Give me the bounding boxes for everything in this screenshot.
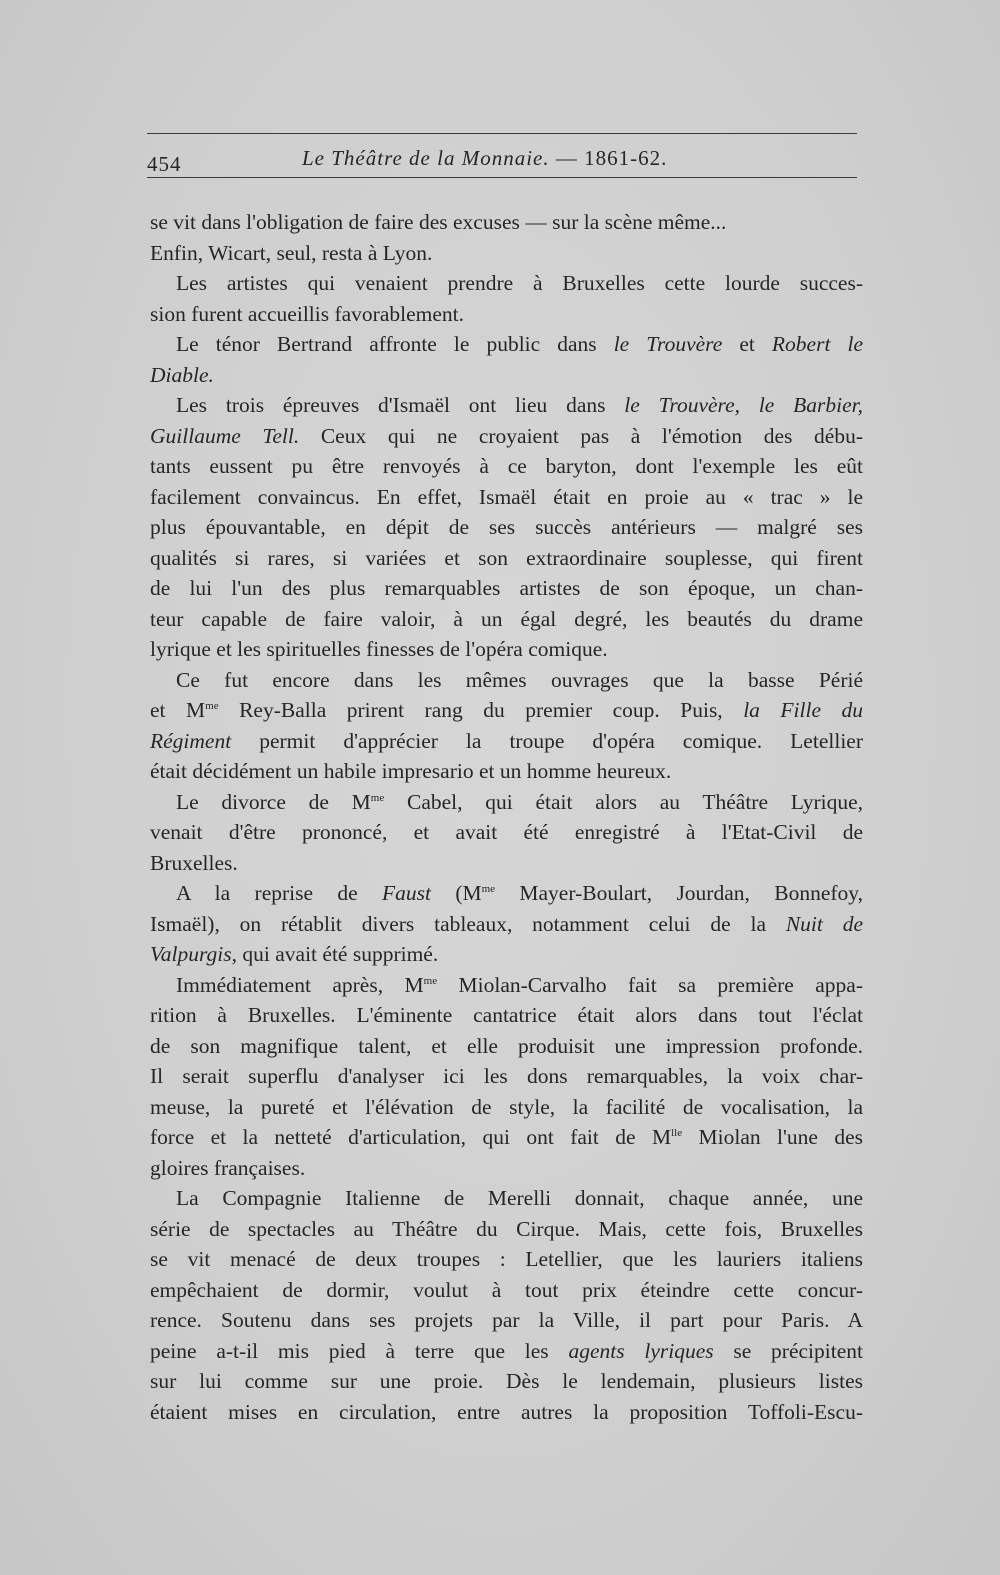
- text-line: sur lui comme sur une proie. Dès le lendemain, plusieurs listes: [150, 1369, 863, 1393]
- text-line: de lui l'un des plus remarquables artistes de son époque, un chan-: [150, 576, 863, 600]
- text-line: Régiment permit d'apprécier la troupe d'opéra comique. Letellier: [150, 728, 863, 753]
- text-line: gloires françaises.: [150, 1155, 306, 1180]
- text-line: force et la netteté d'articulation, qui ont fait de $M^{lle}$ Miolan l'une des: [150, 1125, 863, 1149]
- text-line: Ce fut encore dans les mêmes ouvrages que la basse Périé: [176, 667, 863, 692]
- text-line: Immédiatement après, $M^{me}$ Miolan-Carvalho fait sa première appa-: [176, 972, 863, 997]
- text-line: Diable.: [150, 362, 214, 387]
- running-header: [147, 146, 857, 176]
- text-line: La Compagnie Italienne de Merelli donnait, chaque année, une: [176, 1186, 863, 1210]
- text-line: était décidément un habile impresario et un homme heureux.: [150, 759, 672, 783]
- text-line: Le divorce de $M^{me}$ Cabel, qui était alors au Théâtre Lyrique,: [176, 789, 863, 814]
- text-line: de son magnifique talent, et elle produisit une impression profonde.: [150, 1033, 863, 1058]
- text-line: empêchaient de dormir, voulut à tout prix éteindre cette concur-: [150, 1277, 863, 1302]
- text-line: facilement convaincus. En effet, Ismaël était en proie au « trac » le: [150, 484, 863, 509]
- book-title: Le Théâtre de la Monnaie.: [302, 146, 550, 170]
- text-line: Les trois épreuves d'Ismaël ont lieu dans le Trouvère, le Barbier,: [176, 393, 863, 417]
- text-line: Les artistes qui venaient prendre à Bruxelles cette lourde succes-: [176, 271, 863, 295]
- text-line: se vit menacé de deux troupes : Letellier, que les lauriers italiens: [150, 1247, 863, 1271]
- text-line: meuse, la pureté et l'élévation de style, la facilité de vocalisation, la: [150, 1094, 863, 1119]
- text-line: qualités si rares, si variées et son extraordinaire souplesse, qui firent: [150, 545, 863, 570]
- body-text: [150, 207, 863, 1427]
- text-line: rence. Soutenu dans ses projets par la Ville, il part pour Paris. A: [150, 1308, 863, 1332]
- text-line: Il serait superflu d'analyser ici les dons remarquables, la voix char-: [150, 1064, 863, 1088]
- text-line: rition à Bruxelles. L'éminente cantatrice était alors dans tout l'éclat: [150, 1003, 863, 1027]
- running-title: [302, 146, 667, 171]
- text-line: et $M^{me}$ Rey-Balla prirent rang du premier coup. Puis, la Fille du: [150, 698, 863, 722]
- season-years: 1861-62.: [584, 146, 668, 170]
- text-line: se vit dans l'obligation de faire des excuses — sur la scène même...: [150, 210, 727, 234]
- text-line: Enfin, Wicart, seul, resta à Lyon.: [150, 240, 433, 265]
- text-line: teur capable de faire valoir, à un égal degré, les beautés du drame: [150, 606, 863, 631]
- text-line: A la reprise de Faust ($M^{me}$ Mayer-Boulart, Jourdan, Bonnefoy,: [176, 881, 863, 905]
- text-line: Bruxelles.: [150, 850, 238, 875]
- page-number: 454: [147, 152, 182, 176]
- text-line: Ismaël), on rétablit divers tableaux, notamment celui de la Nuit de: [150, 911, 863, 936]
- text-line: série de spectacles au Théâtre du Cirque. Mais, cette fois, Bruxelles: [150, 1216, 863, 1241]
- text-line: Guillaume Tell. Ceux qui ne croyaient pas à l'émotion des débu-: [150, 423, 863, 448]
- text-line: venait d'être prononcé, et avait été enregistré à l'Etat-Civil de: [150, 820, 863, 844]
- title-separator: —: [555, 146, 578, 170]
- text-line: sion furent accueillis favorablement.: [150, 301, 465, 326]
- header-rule-top: [147, 133, 857, 134]
- text-line: peine a-t-il mis pied à terre que les agents lyriques se précipitent: [150, 1338, 863, 1363]
- text-line: étaient mises en circulation, entre autres la proposition Toffoli-Escu-: [150, 1399, 863, 1424]
- text-line: lyrique et les spirituelles finesses de l'opéra comique.: [150, 637, 608, 661]
- text-line: tants eussent pu être renvoyés à ce baryton, dont l'exemple les eût: [150, 454, 863, 478]
- header-rule-bottom: [147, 177, 857, 178]
- text-line: Valpurgis, qui avait été supprimé.: [150, 942, 439, 966]
- text-line: Le ténor Bertrand affronte le public dans le Trouvère et Robert le: [176, 332, 863, 356]
- text-line: plus épouvantable, en dépit de ses succès antérieurs — malgré ses: [150, 515, 863, 539]
